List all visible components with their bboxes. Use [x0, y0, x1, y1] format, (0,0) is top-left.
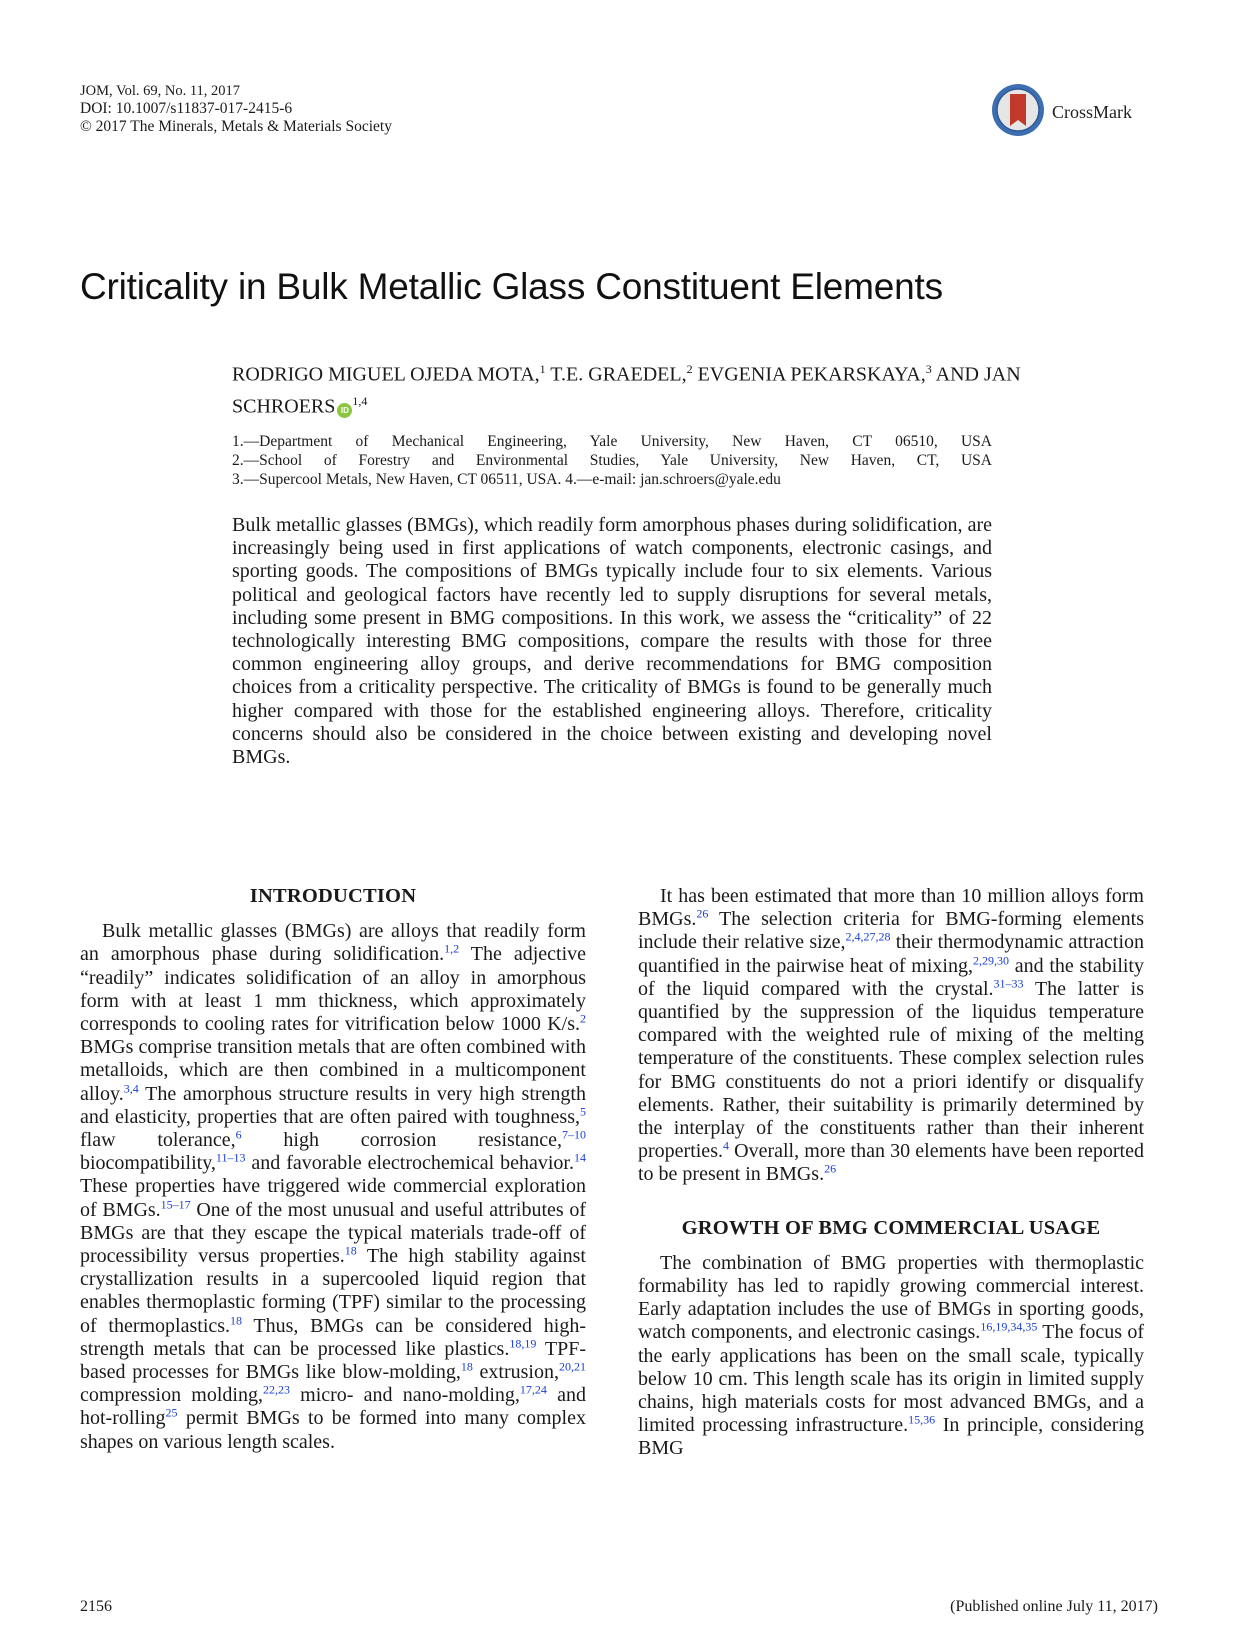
citation-link[interactable]: 26: [696, 906, 709, 921]
left-column: [80, 885, 586, 1454]
copyright-notice: © 2017 The Minerals, Metals & Materials Society: [80, 118, 392, 135]
citation-link[interactable]: 6: [235, 1127, 242, 1142]
section-heading-growth: GROWTH OF BMG COMMERCIAL USAGE: [681, 1216, 1101, 1239]
crossmark-icon: [990, 82, 1050, 142]
citation-link[interactable]: 1,2: [444, 941, 460, 956]
author-name: RODRIGO MIGUEL OJEDA MOTA,: [232, 363, 540, 386]
citation-link[interactable]: 2,29,30: [972, 952, 1009, 967]
citation-link[interactable]: 15,36: [908, 1412, 936, 1427]
growth-paragraph: The combination of BMG properties with thermoplastic formability has led to rapidly growing commercial interest. Early adaptation includes the use of BMGs in sporting goods, watch components, and electronic casings.$^{16,19,34,35}$ The focus of the early applications has been on the small scale, typically below 10 cm. This length scale has its origin in limited supply chains, high materials costs for most advanced BMGs, and a limited processing infrastructure.$^{15,36}$ In principle, considering BMG: [638, 1251, 1145, 1460]
citation-link[interactable]: 18: [230, 1313, 243, 1327]
affiliation-line: 1.—Department of Mechanical Engineering, Yale University, New Haven, CT 06510, USA: [232, 433, 992, 450]
citation-link[interactable]: 17,24: [519, 1382, 547, 1397]
published-date: (Published online July 11, 2017): [950, 1598, 1158, 1615]
affiliations: [232, 432, 992, 489]
citation-link[interactable]: 4: [722, 1138, 729, 1153]
intro-continued-paragraph: It has been estimated that more than 10 million alloys form BMGs.$^{26}$ The selection criteria for BMG-forming elements include their relative size,$^{2,4,27,28}$ their thermodynamic attraction quantified in the pairwise heat of mixing,$^{2,29,30}$ and the stability of the liquid compared with the crystal.$^{31-33}$ The latter is quantified by the suppression of the liquidus temperature compared with the weighted rule of mixing of the melting temperature of the constituents. These complex selection rules for BMG constituents do not a priori identify or disqualify elements. Rather, their suitability is primarily determined by the interplay of the constituents rather than their inherent properties.$^4$ Overall, more than 30 elements have been reported to be present in BMGs.$^{26}$: [638, 885, 1145, 1186]
article-title: Criticality in Bulk Metallic Glass Constituent Elements: [80, 266, 943, 307]
orcid-icon[interactable]: ID: [337, 403, 352, 418]
author-name: EVGENIA PEKARSKAYA,: [692, 363, 926, 386]
citation-link[interactable]: 25: [165, 1405, 178, 1420]
citation-link[interactable]: 16,19,34,35: [980, 1319, 1038, 1334]
citation-link[interactable]: 22,23: [262, 1382, 290, 1397]
author-affil-ref: 2: [686, 362, 693, 376]
abstract: Bulk metallic glasses (BMGs), which readily form amorphous phases during solidification, are increasingly being used in first applications of watch components, electronic casings, and sporting goods. The compositions of BMGs typically include four to six elements. Various political and geological factors have recently led to supply disruptions for several metals, including some present in BMG compositions. In this work, we assess the “criticality” of 22 technologically interesting BMG compositions, compare the results with those for three common engineering alloy groups, and derive recommendations for BMG composition choices from a criticality perspective. The criticality of BMGs is found to be generally much higher compared with those for the established engineering alloys. Therefore, criticality concerns should also be considered in the choice between existing and developing novel BMGs.: [232, 514, 992, 769]
citation-link[interactable]: 18: [460, 1359, 473, 1374]
citation-link[interactable]: 2: [580, 1011, 586, 1026]
citation-link[interactable]: 11–13: [215, 1150, 246, 1165]
citation-link[interactable]: 14: [574, 1150, 586, 1165]
citation-link[interactable]: 3,4: [123, 1080, 139, 1095]
affiliation-line: 3.—Supercool Metals, New Haven, CT 06511, USA. 4.—e-mail: jan.schroers@yale.edu: [232, 471, 781, 488]
crossmark-label: CrossMark: [1052, 102, 1132, 122]
journal-citation: JOM, Vol. 69, No. 11, 2017: [80, 83, 241, 99]
page-number: 2156: [80, 1598, 112, 1615]
citation-link[interactable]: 15–17: [160, 1196, 191, 1211]
doi-link[interactable]: DOI: 10.1007/s11837-017-2415-6: [80, 100, 293, 117]
author-name: AND JAN SCHROERS: [232, 363, 1021, 418]
author-name: T.E. GRAEDEL,: [545, 363, 687, 386]
author-affil-ref: 1: [539, 362, 546, 376]
citation-link[interactable]: 31–33: [993, 976, 1024, 991]
citation-link[interactable]: 18,19: [509, 1336, 537, 1351]
citation-link[interactable]: 20,21: [559, 1359, 586, 1374]
author-list: [232, 356, 1032, 419]
citation-link[interactable]: 5: [580, 1104, 586, 1119]
citation-link[interactable]: 18: [344, 1243, 357, 1258]
crossmark-badge[interactable]: [990, 82, 1150, 142]
section-heading-introduction: INTRODUCTION: [249, 885, 417, 907]
author-affil-ref: 1,4: [352, 393, 368, 408]
right-column: [638, 885, 1144, 1461]
citation-link[interactable]: 2,4,27,28: [845, 929, 891, 944]
affiliation-line: 2.—School of Forestry and Environmental Studies, Yale University, New Haven, CT, USA: [232, 452, 992, 469]
citation-link[interactable]: 7–10: [561, 1127, 586, 1142]
journal-header: [80, 82, 392, 136]
intro-paragraph: Bulk metallic glasses (BMGs) are alloys that readily form an amorphous phase during solidification.$^{1,2}$ The adjective “readily” indicates solidification of an alloy in amorphous form with at least 1 mm thickness, which approximately corresponds to cooling rates for vitrification below 1000 K/s.$^2$ BMGs comprise transition metals that are often combined with metalloids, which are then combined in a multicomponent alloy.$^{3,4}$ The amorphous structure results in very high strength and elasticity, properties that are often paired with toughness,$^5$ flaw tolerance,$^6$ high corrosion resistance,$^{7-10}$ biocompatibility,$^{11-13}$ and favorable electrochemical behavior.$^{14}$ These properties have triggered wide commercial exploration of BMGs.$^{15-17}$ One of the most unusual and useful attributes of BMGs are that they escape the typical materials trade-off of processibility versus properties.$^{18}$ The high stability against crystallization results in a supercooled liquid region that enables thermoplastic forming (TPF) similar to the processing of thermoplastics.$^{18}$ Thus, BMGs can be considered high-strength metals that can be processed like plastics.$^{18,19}$ TPF-based processes for BMGs like blow-molding,$^{18}$ extrusion,$^{20,21}$ compression molding,$^{22,23}$ micro- and nano-molding,$^{17,24}$ and hot-rolling$^{25}$ permit BMGs to be formed into many complex shapes on various length scales.: [80, 920, 586, 1453]
author-affil-ref: 3: [925, 362, 932, 376]
citation-link[interactable]: 26: [824, 1161, 837, 1176]
